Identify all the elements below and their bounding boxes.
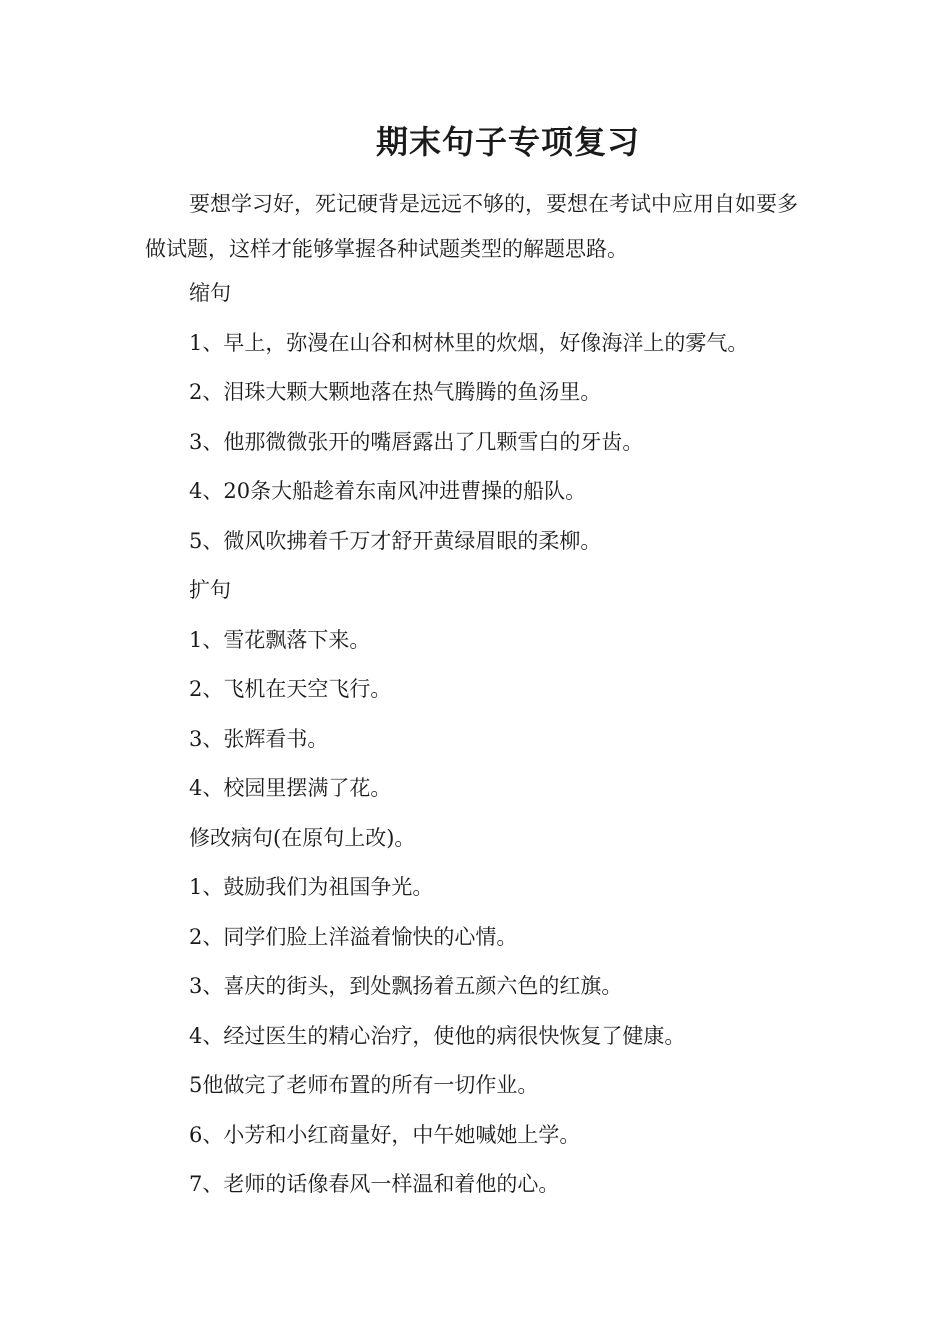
list-item: 2、飞机在天空飞行。 [189, 677, 392, 701]
section-heading-expand: 扩句 [189, 578, 231, 602]
list-item: 5他做完了老师布置的所有一切作业。 [189, 1073, 539, 1097]
list-item: 3、他那微微张开的嘴唇露出了几颗雪白的牙齿。 [189, 429, 644, 454]
document-title: 期末句子专项复习 [375, 123, 640, 161]
list-item: 4、校园里摆满了花。 [189, 776, 392, 800]
exercise-list [189, 270, 829, 1211]
list-item: 1、雪花飘落下来。 [189, 627, 371, 652]
list-item: 6、小芳和小红商量好，中午她喊她上学。 [189, 1122, 581, 1147]
list-item: 4、20条大船趁着东南风冲进曹操的船队。 [189, 479, 587, 503]
list-item: 3、张辉看书。 [189, 726, 329, 751]
list-item: 7、老师的话像春风一样温和着他的心。 [189, 1172, 560, 1196]
list-item: 3、喜庆的街头，到处飘扬着五颜六色的红旗。 [189, 974, 623, 998]
list-item: 1、早上，弥漫在山谷和树林里的炊烟，好像海洋上的雾气。 [189, 330, 749, 355]
intro-paragraph: 要想学习好，死记硬背是远远不够的，要想在考试中应用自如要多做试题，这样才能够掌握各种试题类型的解题思路。 [145, 192, 798, 261]
section-heading-correct: 修改病句(在原句上改)。 [189, 825, 416, 850]
list-item: 1、鼓励我们为祖国争光。 [189, 875, 434, 899]
list-item: 2、泪珠大颗大颗地落在热气腾腾的鱼汤里。 [189, 380, 602, 404]
list-item: 2、同学们脸上洋溢着愉快的心情。 [189, 924, 518, 949]
list-item: 5、微风吹拂着千万才舒开黄绿眉眼的柔柳。 [189, 528, 602, 553]
list-item: 4、经过医生的精心治疗，使他的病很快恢复了健康。 [189, 1023, 686, 1048]
section-heading-shrink: 缩句 [189, 281, 231, 305]
